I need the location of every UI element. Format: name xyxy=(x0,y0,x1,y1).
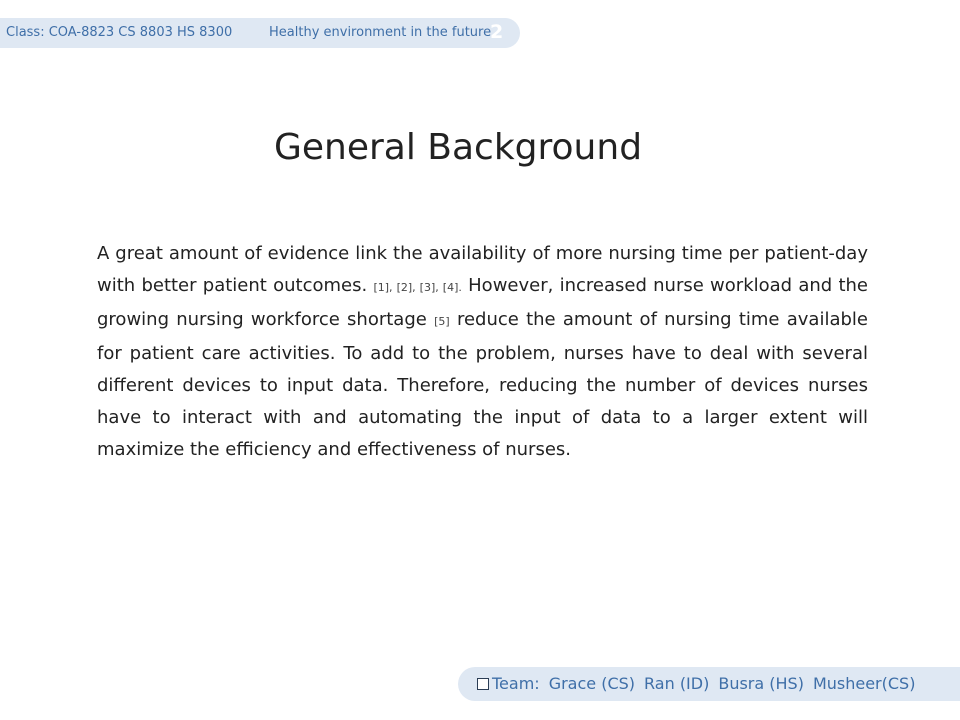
team-member: Musheer(CS) xyxy=(812,674,916,693)
team-member: Ran (ID) xyxy=(644,674,710,693)
team-member: Busra (HS) xyxy=(718,674,804,693)
topic-label: Healthy environment in the future xyxy=(269,25,492,40)
reference-list-2: [5] xyxy=(434,315,450,328)
body-sentence-2b: reduce the amount of nursing time available for patient care activities. To add to the problem, nurses have to deal with several different devices to input data. Therefore, reducing the number of devices nurses have to interact with and automating the input of data to a larger extent will maximize the efficiency and effectiveness of nurses. xyxy=(97,309,868,460)
body-sentence-2a: However, increased nurse workload and the growing nursing workforce shortage xyxy=(97,275,868,330)
slide-title: General Background xyxy=(273,127,643,168)
team-line xyxy=(477,673,915,695)
body-paragraph xyxy=(97,238,868,466)
body-sentence-1: A great amount of evidence link the availability of more nursing time per patient-day with better patient outcomes. xyxy=(97,243,868,296)
class-label: Class: COA-8823 CS 8803 HS 8300 xyxy=(6,25,233,40)
reference-list-1: [1], [2], [3], [4]. xyxy=(373,281,462,294)
team-label: Team: xyxy=(492,674,540,693)
slide-number: 2 xyxy=(490,21,504,43)
team-member: Grace (CS) xyxy=(548,674,636,693)
square-bullet-icon xyxy=(477,678,489,690)
